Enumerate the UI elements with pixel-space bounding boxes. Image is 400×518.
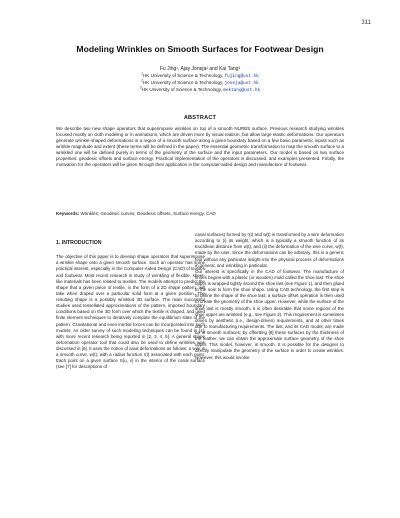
affiliation-mark: 1 <box>141 71 143 76</box>
affiliation-mark: 2 <box>141 78 143 83</box>
keywords <box>56 211 344 217</box>
body-paragraph: Our interest is specifically in the CAD of footwear. The manufacture of shoes begins with a plastic (or wooden) mold called the shoe last. The shoe upper is wrapped tightly around the shoe last (see Figure 1), and then glued to the sole to form the shoe shape. Using CAD technology, the first step is to define the shape of the shoe last; a surface offset operation is then used to create the geometry of the shoe upper. However, while the surface of the shoe last is mostly smooth, it is often desirable that some regions of the shoe upper are wrinkled (e.g., see Figure 2). This requirement is sometimes driven by aesthetic (i.e., design-driven) requirements, and at other times due to manufacturing requirements. The last, and its CAD model, are made up of smooth surfaces; by offsetting [8] these surfaces by the thickness of the leather, we can obtain the approximate surface geometry of the shoe upper. This model, however, is smooth. It is possible for the designer to directly manipulate the geometry of the surface in order to create wrinkles. However, this would involve <box>195 268 344 360</box>
abstract-text: We describe two new shape operators that superimpose wrinkles on top of a smooth NURBS surface. Previous research studying wrinkles focused mostly on cloth modeling or in animations, which are driven more by visual realism, but allow large elastic deformations. Our operators generate wrinkle-shaped deformations in a region of a smooth surface along a given boundary based on a few basic parametric inputs such as wrinkle magnitude and extent (these terms will be defined in the paper). The essential geometric transformation to map the smooth surface to a wrinkled one will be defined purely in terms of the geometry of the surface and the input parameters. Our model is based on two surface properties: geodesic offsets and surface energy. Practical implementation of the operators is discussed, and examples presented. Finally, the motivation for the operators will be given through their application in the computer-aided design and manufacture of footwear. <box>56 126 344 168</box>
author-email-link[interactable]: mektang@ust.hk <box>223 88 261 94</box>
abstract-heading: ABSTRACT <box>183 115 217 121</box>
body-paragraph: canal surfaces) formed by r(t) and w(t) is transformed by a wire deformation according to (i) its weight, which is a typically a smooth function of its Euclidean distance from w(t), and (ii) the deformation of the wire curve, w(t), made by the user. Since the deformations can be arbitrary, this is a generic tool without any particular insight into the physical process of deformations in general, and wrinkling in particular. <box>195 232 344 268</box>
paper-title: Modeling Wrinkles on Smooth Surfaces for Footwear Design <box>76 44 324 54</box>
affiliations <box>0 73 400 95</box>
keywords-label: Keywords: <box>56 211 80 216</box>
affiliation-org: HK University of Science & Technology, <box>141 87 222 93</box>
author-email-link[interactable]: fujing@ust.hk <box>224 74 259 79</box>
body-paragraph: The objective of this paper is to develop shape operators that superimpose a wrinkle shape onto a given smooth surface. Such an operator has some practical interest, especially in the Computer-Aided Design (CAD) of textiles and footwear. Most recent research in study of wrinkling of flexible, sheet-like materials has been related to textiles. The models attempt to predict the shape that a given piece of textile, in the form of a 2D shape pattern, will take when draped over a particular solid form at a given position. The resulting shape is a possibly wrinkled 3D surface. The main successful studies used tessellated approximations of the pattern, imposed boundary conditions based on the 3D form over which the textile is draped, and used finite element techniques to iteratively compute the equilibrium state of the pattern. Gravitational and even inertial forces can be incorporated into such models. An older survey of such modeling techniques can be found in [1], with more recent research being reported in [2, 3, 4, 5]. A general shape deformation operator tool that could also be used to define wrinkles was discussed in [6]. It uses the notion of axial deformations as follows: a wire is a smooth curve, w(t), with a radius function r(t) associated with each point. Each point on a given surface S(u, v) in the interior of the canal surface (see [7] for descriptions of <box>56 254 205 370</box>
author-email-link[interactable]: joneja@ust.hk <box>224 81 259 87</box>
affiliation-org: HK University of Science & Technology, <box>142 73 224 78</box>
section-heading-introduction: 1. INTRODUCTION <box>56 240 102 246</box>
left-column <box>56 232 205 371</box>
keywords-text: Wrinkles, Geodesic curves, Geodesic offsets, Surface energy, CAD <box>80 211 216 216</box>
page-number: 311 <box>361 20 371 26</box>
author-list: Fu Jing¹, Ajay Joneja² and Kai Tang³ <box>159 66 241 72</box>
affiliation-mark: 3 <box>139 85 142 90</box>
affiliation-3 <box>0 87 400 94</box>
affiliation-org: HK University of Science & Technology, <box>142 80 224 86</box>
right-column <box>195 232 344 361</box>
